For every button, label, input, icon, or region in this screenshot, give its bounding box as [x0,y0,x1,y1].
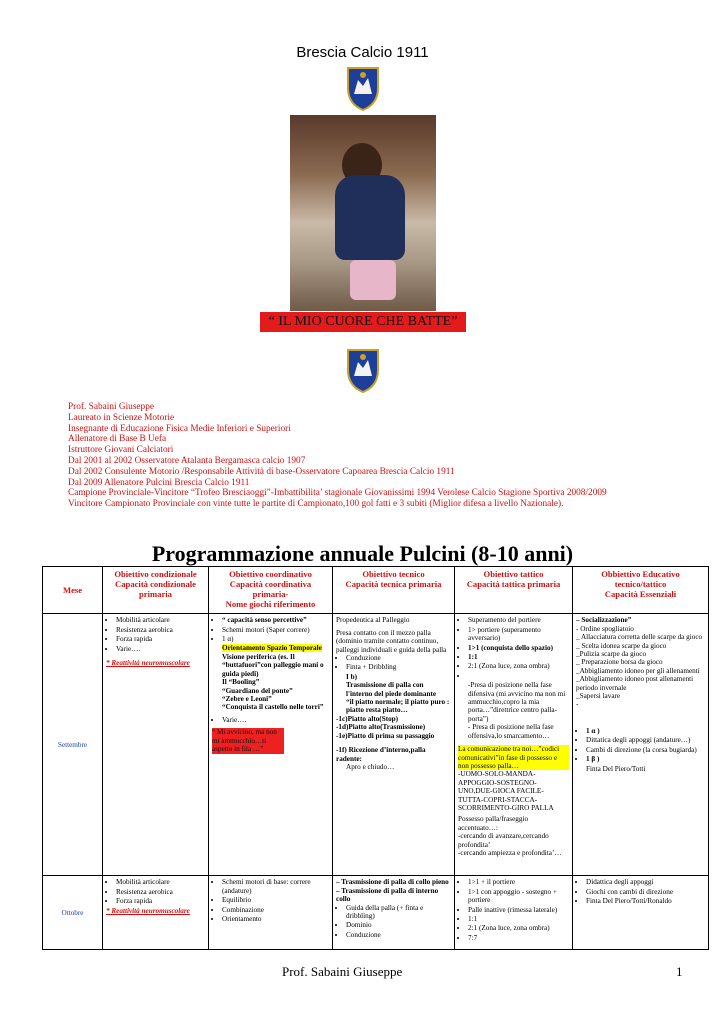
header-educativo: Obbiettivo Educativo tecnico/tattico Capacità Essenziali [573,567,709,614]
cell-condizionale: • Mobilità articolare • Resistenza aerobica • Forza rapida * Reattività neuromuscolare [103,876,209,950]
program-table [42,566,709,950]
header-tecnico: Obiettivo tecnico Capacità tecnica primaria [333,567,455,614]
bio-line: Dal 2009 Allenatore Pulcini Brescia Calcio 1911 [68,477,250,488]
brescia-crest-logo [344,346,382,394]
month-label: Ottobre [43,876,103,950]
header-coordinativo: Obiettivo coordinativo Capacità coordinativa primaria- Nome giochi riferimento [209,567,333,614]
bio-line: Laureato in Scienze Motorie [68,412,175,423]
cell-coordinativo: • Schemi motori di base: correre (andature) • Equilibrio • Combinazione • Orientamento [209,876,333,950]
bio-line: Istruttore Giovani Calciatori [68,445,174,456]
cell-educativo: – Socializzazione” - Ordine spogliatoio _ Allacciatura corretta delle scarpe da gioco _ Scelta idonea scarpe da gioco _Pulizia scarpe da gioco _ Preparazione borsa da gioco _Abbigliamento idoneo per gli allenamenti _Abbigliamento idoneo post allenamenti periodo invernale _Sapersi lavare - • 1 α ) • Dittatica degli appoggi (andature…) • Cambi di direzione (la corsa bugiarda) • 1 β ) Finta Del Piero/Totti [573,614,709,876]
bio-line: Allenatore di Base B Uefa [68,434,167,445]
bio-line: Vincitore Campionato Provinciale con vinte tutte le partite di Campionato,100 gol fatti e 3 subiti (Miglior difesa a livello Nazionale). [68,499,564,510]
header-condizionale: Obiettivo condizionale Capacità condizionale primaria [103,567,209,614]
table-header-row [43,567,709,614]
bio-line: Dal 2002 Consulente Motorio /Responsabile Attività di base-Osservatore Capoarea Brescia Calcio 1911 [68,466,455,477]
footer-author: Prof. Sabaini Giuseppe [282,964,403,979]
brescia-crest-logo [344,64,382,112]
cell-tattico: • 1>1 + il portiere • 1>1 con appoggio - sostegno + portiere • Palle inattive (rimessa laterale) • 1:1 • 2:1 (Zona luce, zona ombra) • 7:7 [455,876,573,950]
bio-line: Prof. Sabaini Giuseppe [68,402,154,412]
page-number: 1 [676,964,683,979]
header-mese: Mese [43,567,103,614]
cell-tecnico: – Trasmissione di palla di collo pieno – Trasmissione di palla di interno collo • Guida della palla (+ finta e dribbling) • Dominio • Conduzione [333,876,455,950]
cell-educativo: • Didattica degli appoggi • Giochi con cambi di direzione • Finta Del Piero/Totti/Ronaldo [573,876,709,950]
table-row-settembre [43,614,709,876]
bio-line: Campione Provinciale-Vincitore “Trofeo Bresciaoggi”-Imbattibilita’ stagionale Giovanissimi 1994 Verolese Calcio Stagione Sportiva 2008/2009 [68,488,607,499]
child-photo [290,115,436,311]
bio-line: Insegnante di Educazione Fisica Medie Inferiori e Superiori [68,423,291,434]
header-tattico: Obiettivo tattico Capacità tattica primaria [455,567,573,614]
cell-tecnico: Propedeutica al Palleggio Presa contatto con il mezzo palla (dominio tramite contatto continuo, palleggi individuali e guida della palla • Conduzione • Finta + Dribbling I b) Trasmissione di palla con l'interno del piede dominante “il piatto normale; il piatto puro : piatto resta piatto… -1c)Piatto alto(Stop) -1d)Piatto alto(Trasmissione) -1e)Piatto di prima su passaggio -1f) Ricezione d’interno,palla radente: Apro e chiudo… [333,614,455,876]
bio-line: Dal 2001 al 2002 Osservatore Atalanta Bergamasca calcio 1907 [68,455,306,466]
table-row-ottobre [43,876,709,950]
cell-condizionale: • Mobilità articolare • Resistenza aerobica • Forza rapida • Varie…. * Reattività neuromuscolare [103,614,209,876]
cell-tattico: • Superamento del portiere • 1> portiere (superamento avversario) • 1>1 (conquista dello spazio) • 1:1 • 2:1 (Zona luce, zona ombra) • -Presa di posizione nella fase difensiva (mi avvicino ma non mi ammucchio,copro la mia porta…”direttrice centro palla-porta”) - Presa di posizione nella fase offensiva,lo smarcamento… La comunicazione tra noi…”codici comunicativi”in fase di possesso e non possesso palla… -UOMO-SOLO-MANDA-APPOGGIO-SOSTEGNO-UNO,DUE-GIOCA FACILE-TUTTA-COPRI-STACCA-SCORRIMENTO-GIRO PALLA Possesso palla/fraseggio accentuato…: -cercando di avanzare,cercando profondita’ -cercando ampiezza e profondita’… [455,614,573,876]
author-bio [68,402,708,510]
month-label: Settembre [43,614,103,876]
photo-caption: “ IL MIO CUORE CHE BATTE” [260,312,466,332]
cell-coordinativo: • “ capacità senso percettive” • Schemi motori (Saper correre) • 1 α) Orientamento Spazio Temporale Visione periferica (es. Il “buttafuori”con palleggio mani o guida piedi) Il “Booling” “Guardiano del ponte” “Zebre e Leoni” “Conquista il castello nelle torri” • Varie…. “ Mi avvicino, ma non mi ammucchio…ti aspetto in fila …” [209,614,333,876]
club-title: Brescia Calcio 1911 [296,44,429,61]
program-title: Programmazione annuale Pulcini (8-10 anni) [151,541,574,566]
